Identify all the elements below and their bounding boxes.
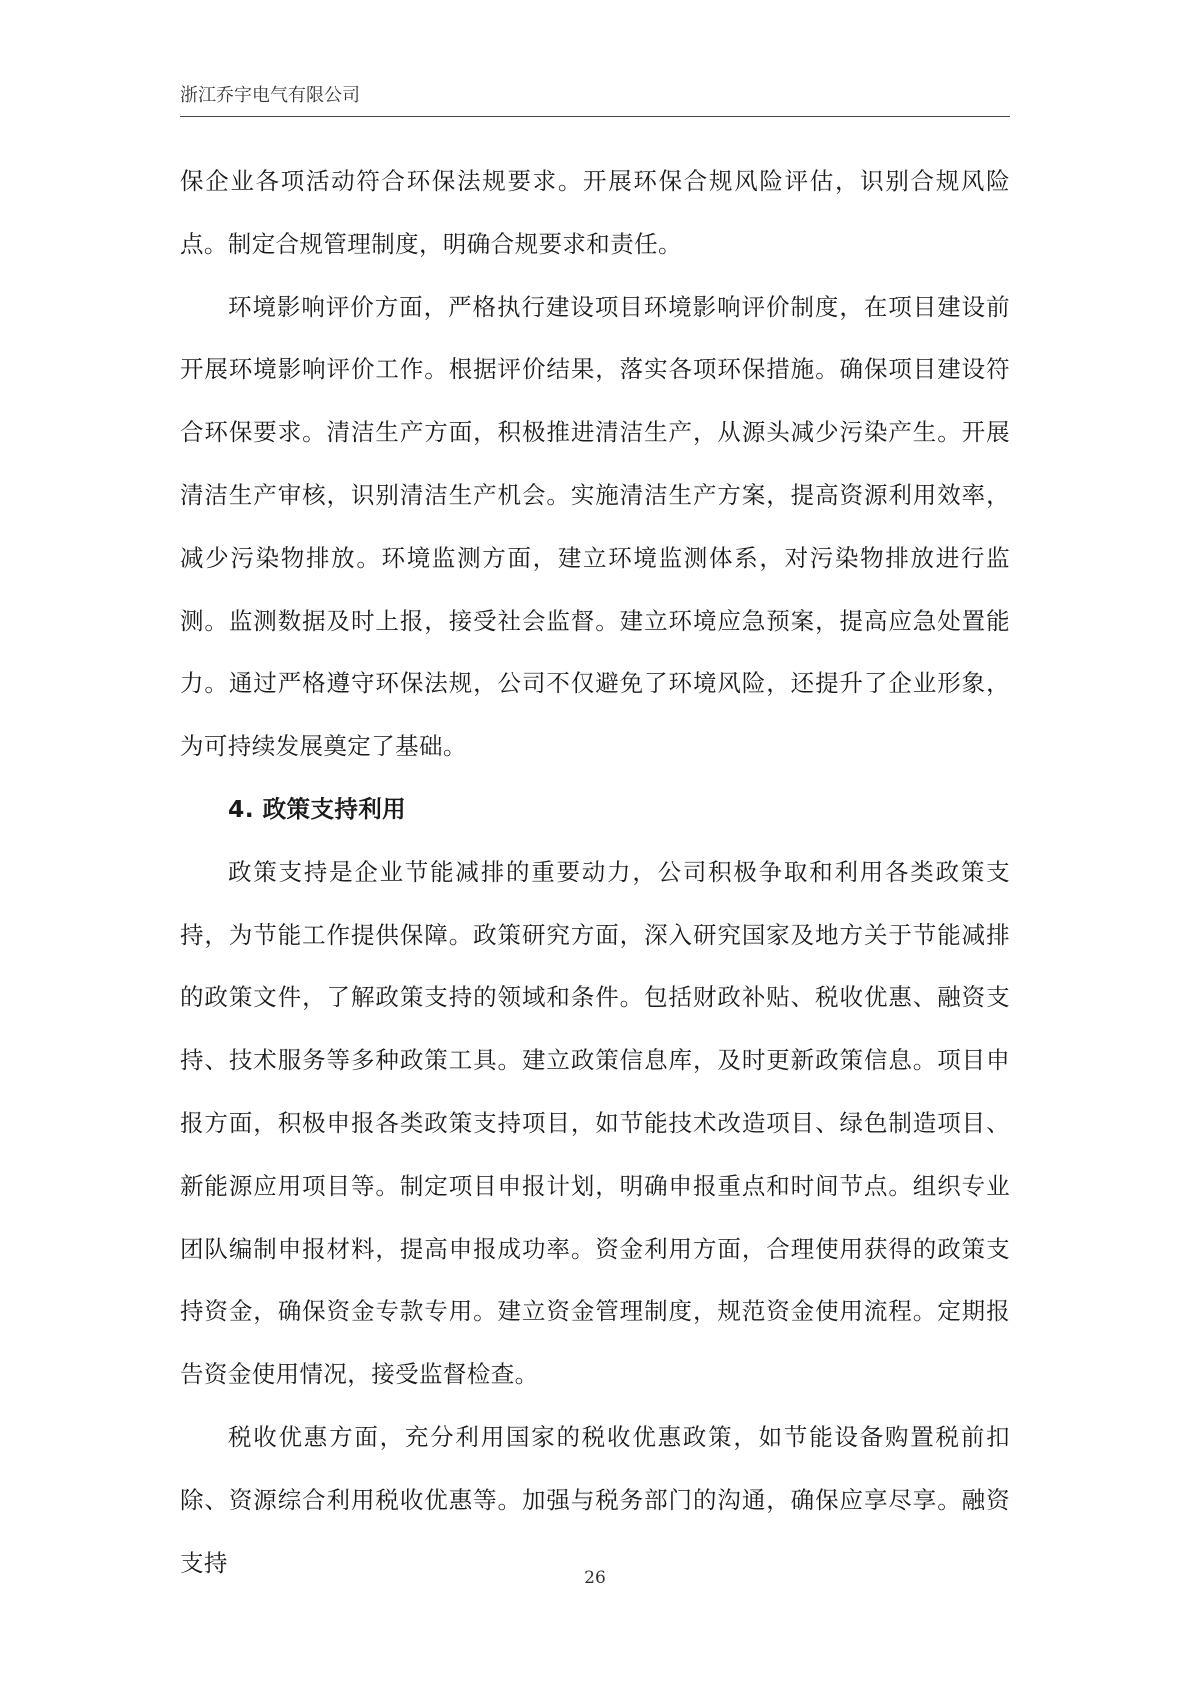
body-paragraph: 环境影响评价方面，严格执行建设项目环境影响评价制度，在项目建设前开展环境影响评价工作。根据评价结果，落实各项环保措施。确保项目建设符合环保要求。清洁生产方面，积极推进清洁生产，从源头减少污染产生。开展清洁生产审核，识别清洁生产机会。实施清洁生产方案，提高资源利用效率，减少污染物排放。环境监测方面，建立环境监测体系，对污染物排放进行监测。监测数据及时上报，接受社会监督。建立环境应急预案，提高应急处置能力。通过严格遵守环保法规，公司不仅避免了环境风险，还提升了企业形象，为可持续发展奠定了基础。 <box>180 292 1010 761</box>
document-body <box>180 150 1010 1594</box>
body-paragraph: 保企业各项活动符合环保法规要求。开展环保合规风险评估，识别合规风险点。制定合规管理制度，明确合规要求和责任。 <box>180 167 1010 258</box>
body-paragraph: 政策支持是企业节能减排的重要动力，公司积极争取和利用各类政策支持，为节能工作提供保障。政策研究方面，深入研究国家及地方关于节能减排的政策文件，了解政策支持的领域和条件。包括财政补贴、税收优惠、融资支持、技术服务等多种政策工具。建立政策信息库，及时更新政策信息。项目申报方面，积极申报各类政策支持项目，如节能技术改造项目、绿色制造项目、新能源应用项目等。制定项目申报计划，明确申报重点和时间节点。组织专业团队编制申报材料，提高申报成功率。资金利用方面，合理使用获得的政策支持资金，确保资金专款专用。建立资金管理制度，规范资金使用流程。定期报告资金使用情况，接受监督检查。 <box>180 857 1010 1389</box>
page-number: 26 <box>584 1568 606 1588</box>
section-heading: 4. 政策支持利用 <box>228 794 407 823</box>
body-paragraph: 税收优惠方面，充分利用国家的税收优惠政策，如节能设备购置税前扣除、资源综合利用税收优惠等。加强与税务部门的沟通，确保应享尽享。融资支持 <box>180 1422 1010 1577</box>
page-header <box>180 86 1010 117</box>
header-company-name: 浙江乔宇电气有限公司 <box>180 85 360 106</box>
